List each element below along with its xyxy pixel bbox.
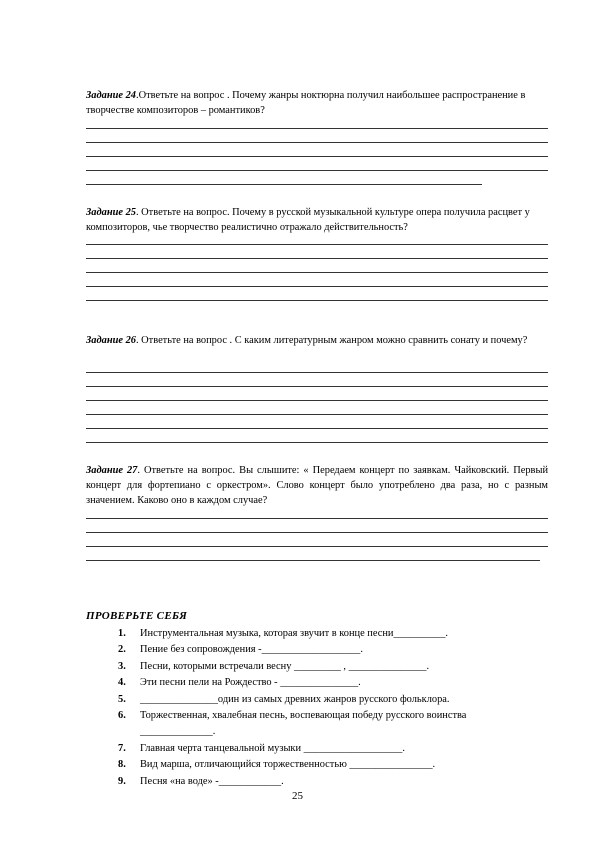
item-number: 6.: [118, 710, 126, 722]
quiz-list: [118, 626, 558, 790]
list-item: [118, 626, 558, 642]
answer-line[interactable]: [86, 532, 548, 533]
list-item: [118, 659, 558, 675]
task-26-text: . Ответьте на вопрос . С каким литературным жанром можно сравнить сонату и почему?: [135, 335, 528, 346]
task-27-text: . Ответьте на вопрос. Вы слышите: « Передаем концерт по заявкам. Чайковский. Первый концерт для фортепиано с оркестром». Слово концерт было употреблено два раза, но с разным значением. Каково оно в каждом случае?: [86, 465, 549, 506]
item-number: 9.: [118, 775, 126, 787]
answer-line[interactable]: [86, 272, 548, 273]
item-text[interactable]: Торжественная, хвалебная песнь, воспевающая победу русского воинства: [140, 710, 467, 722]
item-number: 8.: [118, 759, 126, 771]
item-number: 1.: [118, 628, 126, 639]
item-number: 7.: [118, 742, 126, 754]
list-item: [118, 757, 558, 773]
answer-line[interactable]: [86, 546, 548, 547]
answer-line[interactable]: [86, 300, 548, 301]
answer-line[interactable]: [86, 244, 548, 245]
list-item: [118, 741, 558, 757]
task-27: [86, 463, 548, 508]
check-yourself-title: ПРОВЕРЬТЕ СЕБЯ: [86, 610, 188, 622]
item-text[interactable]: Вид марша, отличающийся торжественностью ________________.: [140, 759, 436, 771]
answer-line[interactable]: [86, 170, 548, 171]
list-item: [118, 708, 558, 741]
item-text[interactable]: Песни, которыми встречали весну _________ , _______________.: [140, 660, 430, 672]
answer-line[interactable]: [86, 560, 540, 561]
task-27-label: Задание 27: [86, 465, 138, 476]
answer-line[interactable]: [86, 518, 548, 519]
answer-line[interactable]: [86, 400, 548, 401]
item-answer-blank[interactable]: ______________.: [140, 726, 216, 738]
item-text[interactable]: Эти песни пели на Рождество - _______________.: [140, 677, 361, 689]
task-26-label: Задание 26: [86, 335, 136, 346]
answer-line[interactable]: [86, 156, 548, 157]
list-item: [118, 642, 558, 658]
task-24-text: .Ответьте на вопрос . Почему жанры ноктюрна получил наибольшее распространение в творчестве композиторов – романтиков?: [86, 90, 526, 116]
task-24-label: Задание 24: [86, 90, 136, 101]
item-text[interactable]: Главная черта танцевальной музыки ___________________.: [140, 742, 405, 754]
item-text[interactable]: Песня «на воде» -____________.: [140, 775, 284, 787]
item-number: 5.: [118, 693, 126, 705]
task-25: [86, 205, 548, 235]
list-item: [118, 774, 558, 790]
task-24: [86, 88, 548, 118]
answer-line[interactable]: [86, 442, 548, 443]
item-number: 4.: [118, 677, 126, 689]
task-25-label: Задание 25: [86, 207, 136, 218]
answer-line[interactable]: [86, 142, 548, 143]
item-text[interactable]: Инструментальная музыка, которая звучит в конце песни__________.: [140, 628, 449, 639]
answer-line[interactable]: [86, 184, 482, 185]
task-25-text: . Ответьте на вопрос. Почему в русской музыкальной культуре опера получила расцвет у композиторов, чье творчество реалистично отражало действительность?: [86, 207, 530, 233]
page-number: 25: [292, 790, 303, 802]
answer-line[interactable]: [86, 258, 548, 259]
item-text[interactable]: _______________один из самых древних жанров русского фольклора.: [140, 693, 450, 705]
answer-line[interactable]: [86, 286, 548, 287]
list-item: [118, 692, 558, 708]
answer-line[interactable]: [86, 428, 548, 429]
answer-line[interactable]: [86, 414, 548, 415]
task-26: [86, 333, 548, 348]
answer-line[interactable]: [86, 128, 548, 129]
answer-line[interactable]: [86, 372, 548, 373]
item-number: 3.: [118, 660, 126, 672]
item-number: 2.: [118, 644, 126, 656]
answer-line[interactable]: [86, 386, 548, 387]
item-text[interactable]: Пение без сопровождения -___________________.: [140, 644, 363, 656]
list-item: [118, 675, 558, 691]
